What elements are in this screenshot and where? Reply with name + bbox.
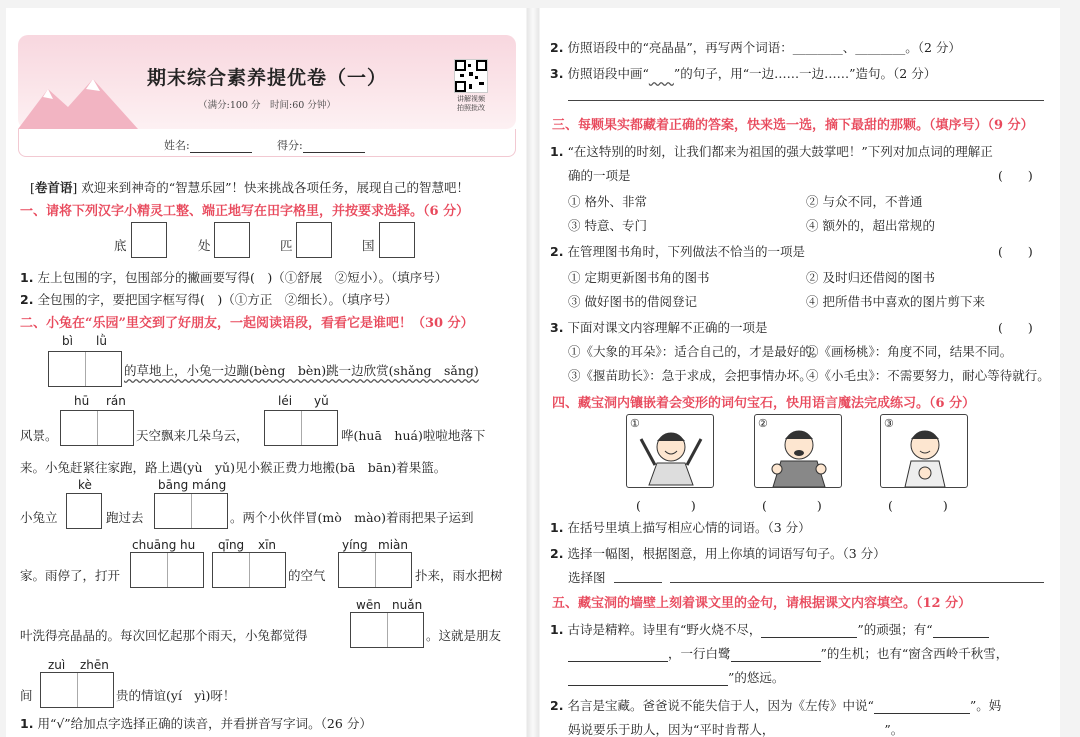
tianzige-box[interactable] (296, 222, 332, 258)
answer-paren[interactable]: ( ) (998, 320, 1033, 335)
passage-line-7b: 贵的情谊(yí yì)呀！ (116, 688, 236, 703)
char-1: 底 (114, 238, 127, 253)
option[interactable]: ② 及时归还借阅的图书 (806, 270, 935, 285)
question-3-1b: 确的一项是 (568, 168, 631, 183)
option[interactable]: ③ 做好图书的借阅登记 (568, 294, 697, 309)
pinyin: máng (192, 478, 227, 492)
answer-line[interactable] (614, 582, 662, 583)
question-2-3: 3. 仿照语段中画“ ”的句子，用“一边……一边……”造句。（2 分） (550, 66, 937, 81)
question-4-2: 2. 选择一幅图，根据图意，用上你填的词语写句子。（3 分） (550, 546, 886, 561)
pinyin: hu (180, 538, 196, 552)
question-3-1: 1. “在这特别的时刻，让我们都来为祖国的强大鼓掌吧！”下列对加点词的理解正 (550, 144, 993, 159)
option[interactable]: ④ 把所借书中喜欢的图片剪下来 (806, 294, 985, 309)
name-field[interactable]: 姓名: (164, 137, 252, 153)
answer-paren[interactable]: ( ) (998, 168, 1033, 183)
option[interactable]: ②《画杨桃》：角度不同，结果不同。 (806, 344, 1013, 359)
passage-line-5b: 的空气 (288, 568, 326, 583)
pinyin: nuǎn (392, 598, 423, 612)
option[interactable]: ③《揠苗助长》：急于求成，会把事情办坏。 (568, 368, 812, 383)
passage-line-7a: 间 (20, 688, 33, 703)
question-5-1c: ”的悠远。 (568, 668, 784, 686)
pinyin: qīng (218, 538, 245, 552)
pinyin-answer-box[interactable] (60, 410, 134, 446)
pinyin: xīn (258, 538, 277, 552)
question-3-2: 2. 在管理图书角时，下列做法不恰当的一项是 (550, 244, 805, 259)
option[interactable]: ② 与众不同，不普通 (806, 194, 923, 209)
exam-title: 期末综合素养提优卷（一） (146, 67, 387, 89)
passage-line-4c: 。两个小伙伴冒(mò mào)着雨把果子运到 (230, 510, 474, 525)
passage-line-2a: 风景。 (20, 428, 58, 443)
section-5-heading: 五、藏宝洞的墙壁上刻着课文里的金句，请根据课文内容填空。（12 分） (552, 596, 972, 611)
tianzige-box[interactable] (379, 222, 415, 258)
picture-angry-boy: ② (754, 414, 842, 488)
passage-line-3: 来。小兔赶紧往家跑，路上遇(yù yǔ)见小猴正费力地搬(bā bān)着果篮。 (20, 460, 447, 475)
answer-paren[interactable]: ( ) (762, 498, 822, 513)
passage-line-2b: 天空飘来几朵乌云， (136, 428, 249, 443)
tianzige-box[interactable] (214, 222, 250, 258)
exam-subtitle: （满分:100 分 时间:60 分钟） (198, 100, 336, 111)
pinyin-answer-box[interactable] (212, 552, 286, 588)
passage-line-6b: 。这就是朋友 (426, 628, 502, 643)
option[interactable]: ① 格外、非常 (568, 194, 647, 209)
pinyin-answer-box[interactable] (264, 410, 338, 446)
pinyin-answer-box[interactable] (154, 493, 228, 529)
pinyin-answer-box[interactable] (130, 552, 204, 588)
option[interactable]: ①《大象的耳朵》：适合自己的，才是最好的。 (568, 344, 825, 359)
option[interactable]: ④ 额外的，超出常规的 (806, 218, 935, 233)
char-4: 国 (362, 238, 375, 253)
char-2: 处 (198, 238, 211, 253)
question-2-2: 2. 仿照语段中的“亮晶晶”，再写两个词语：________、________。（2 分） (550, 40, 961, 55)
answer-line[interactable] (568, 100, 1044, 101)
picture-happy-boy: ① (626, 414, 714, 488)
pinyin-answer-box[interactable] (66, 493, 102, 529)
tianzige-box[interactable] (131, 222, 167, 258)
passage-line-6a: 叶洗得亮晶晶的。每次回忆起那个雨天，小兔都觉得 (20, 628, 308, 643)
qr-caption: 讲解视频 拍照批改 (457, 95, 485, 112)
pinyin-answer-box[interactable] (350, 612, 424, 648)
passage-line-5a: 家。雨停了，打开 (20, 568, 121, 583)
passage-line-4b: 跑过去 (106, 510, 144, 525)
score-field[interactable]: 得分: (277, 137, 365, 153)
char-3: 匹 (280, 238, 293, 253)
passage-line-4a: 小兔立 (20, 510, 58, 525)
answer-paren[interactable]: ( ) (888, 498, 948, 513)
answer-paren[interactable]: ( ) (998, 244, 1033, 259)
pinyin: lǜ (96, 334, 107, 348)
passage-line-2c: 哗(huā huá)啦啦地落下 (341, 428, 486, 443)
question-5-1: 1. 古诗是精粹。诗里有“野火烧不尽， ”的顽强；有“ (550, 620, 989, 638)
pinyin: hū (74, 394, 90, 408)
pinyin: zuì (48, 658, 66, 672)
pinyin: zhēn (80, 658, 109, 672)
pinyin-answer-box[interactable] (40, 672, 114, 708)
pinyin-answer-box[interactable] (338, 552, 412, 588)
choose-picture-label: 选择图 (568, 570, 606, 585)
header-banner (18, 35, 516, 129)
pinyin: yǔ (314, 394, 329, 408)
answer-paren[interactable]: ( ) (636, 498, 696, 513)
question-1-1: 1. 左上包围的字，包围部分的撇画要写得( )（①舒展 ②短小）。（填序号） (20, 270, 448, 285)
question-5-2: 2. 名言是宝藏。爸爸说不能失信于人，因为《左传》中说“ ”。妈 (550, 698, 1002, 713)
passage-line-5c: 扑来，雨水把树 (415, 568, 503, 583)
name-score-bar (18, 129, 516, 157)
pinyin: bì (62, 334, 73, 348)
pinyin: kè (78, 478, 92, 492)
option[interactable]: ③ 特意、专门 (568, 218, 647, 233)
pinyin: miàn (378, 538, 408, 552)
question-1-2: 2. 全包围的字，要把国字框写得( )（①方正 ②细长）。（填序号） (20, 292, 398, 307)
pinyin: rán (106, 394, 126, 408)
picture-calm-boy: ③ (880, 414, 968, 488)
left-page (6, 8, 526, 737)
section-4-heading: 四、藏宝洞内镶嵌着会变形的词句宝石，快用语言魔法完成练习。（6 分） (552, 396, 976, 411)
option[interactable]: ① 定期更新图书角的图书 (568, 270, 710, 285)
pinyin: bāng (158, 478, 189, 492)
option[interactable]: ④《小毛虫》：不需要努力，耐心等待就行。 (806, 368, 1050, 383)
pinyin: wēn (356, 598, 381, 612)
pinyin: léi (278, 394, 293, 408)
pinyin-answer-box[interactable] (48, 351, 122, 387)
question-3-3: 3. 下面对课文内容理解不正确的一项是 (550, 320, 768, 335)
section-2-heading: 二、小兔在“乐园”里交到了好朋友，一起阅读语段，看看它是谁吧！（30 分） (20, 316, 474, 331)
section-1-heading: 一、请将下列汉字小精灵工整、端正地写在田字格里，并按要求选择。（6 分） (20, 204, 470, 219)
answer-line[interactable] (670, 582, 1044, 583)
right-page (540, 8, 1060, 737)
question-5-2b: 妈说要乐于助人，因为“平时肯帮人， ”。 (568, 722, 904, 737)
qr-code-icon[interactable] (454, 59, 488, 93)
intro-line: [卷首语] 欢迎来到神奇的“智慧乐园”！快来挑战各项任务，展现自己的智慧吧！ (30, 180, 470, 195)
pinyin: yíng (342, 538, 368, 552)
passage-line-1: 的草地上，小兔一边蹦(bèng bèn)跳一边欣赏(shǎng sǎng) (124, 363, 479, 378)
page-gutter (527, 8, 539, 737)
question-5-1b: ，一行白鹭 ”的生机；也有“窗含西岭千秋雪， (568, 644, 1008, 662)
pinyin: chuāng (132, 538, 177, 552)
section-3-heading: 三、每颗果实都藏着正确的答案，快来选一选，摘下最甜的那颗。（填序号）（9 分） (552, 118, 1034, 133)
question-4-1: 1. 在括号里填上描写相应心情的词语。（3 分） (550, 520, 811, 535)
question-2-1: 1. 用“√”给加点字选择正确的读音，并看拼音写字词。（26 分） (20, 716, 372, 731)
